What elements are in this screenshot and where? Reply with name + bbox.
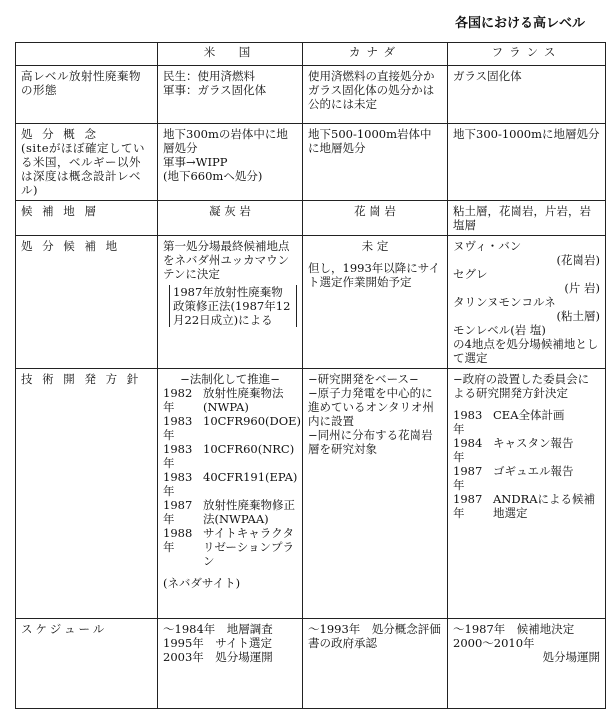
cell-canada-policy: [303, 369, 448, 619]
cell-france-concept: 地下300-1000mに地層処分: [448, 124, 606, 201]
cell-us-stratum: 凝 灰 岩: [158, 201, 303, 236]
policy-text: −研究開発をベース−: [308, 372, 419, 386]
cell-france-waste-form: ガラス固化体: [448, 66, 606, 124]
header-blank: [16, 43, 158, 66]
policy-year: 1983年: [163, 414, 193, 442]
us-policy-footer: (ネバダサイト): [163, 576, 241, 590]
policy-text: −同州に分布する花崗岩層を研究対象: [308, 428, 433, 456]
cell-canada-waste-form: 使用済燃料の直接処分かガラス固化体の処分かは公的には未定: [303, 66, 448, 124]
text-line: タリンヌモンコルネ: [453, 295, 556, 309]
concept-label-main: 処 分 概 念: [21, 127, 99, 141]
policy-year: 1983年: [453, 408, 483, 436]
row-schedule: [16, 619, 606, 709]
concept-label-note: (siteがほぼ確定している米国，ベルギー以外は深度は概念設計レベル): [21, 141, 145, 197]
row-stratum: [16, 201, 606, 236]
text-line: (地下660mへ処分): [163, 169, 263, 183]
cell-us-policy: [158, 369, 303, 619]
canada-site-note: 但し，1993年以降にサイト選定作業開始予定: [308, 261, 440, 289]
policy-text: ゴギュエル報告: [493, 464, 574, 478]
text-line: 2003年 処分場運開: [163, 650, 273, 664]
policy-year: 1983年: [163, 470, 193, 498]
row-waste-form: [16, 66, 606, 124]
row-label-stratum: 候 補 地 層: [16, 201, 158, 236]
text-line: 〜1987年 候補地決定: [453, 622, 575, 636]
cell-france-stratum: 粘土層，花崗岩，片岩，岩塩層: [448, 201, 606, 236]
policy-text: −原子力発電を中心的に進めているオンタリオ州内に設置: [308, 386, 434, 428]
policy-text: ANDRAによる候補地選定: [493, 492, 596, 520]
text-line: ヌヴィ・バン: [453, 239, 522, 253]
cell-canada-stratum: 花 崗 岩: [303, 201, 448, 236]
policy-year: 1987年: [453, 464, 483, 492]
policy-text: キャスタン報告: [493, 436, 574, 450]
cell-france-policy: [448, 369, 606, 619]
policy-text: 放射性廃棄物修正法(NWPAA): [203, 498, 295, 526]
row-policy: [16, 369, 606, 619]
row-site: [16, 236, 606, 369]
cell-us-schedule: [158, 619, 303, 709]
cell-canada-schedule: 〜1993年 処分概念評価書の政府承認: [303, 619, 448, 709]
policy-year: 1982年: [163, 386, 193, 414]
text-line: 地下300mの岩体中に地層処分: [163, 127, 288, 155]
text-line: 処分場運開: [542, 650, 600, 664]
cell-france-schedule: [448, 619, 606, 709]
policy-year: 1988年: [163, 526, 193, 554]
header-canada: カナダ: [303, 43, 448, 66]
row-label-schedule: スケジュール: [16, 619, 158, 709]
row-label-concept: [16, 124, 158, 201]
policy-year: 1987年: [163, 498, 193, 526]
comparison-table: [15, 42, 606, 709]
cell-us-concept: [158, 124, 303, 201]
policy-year: 1983年: [163, 442, 193, 470]
policy-text: CEA全体計画: [493, 408, 565, 422]
text-line: セグレ: [453, 267, 488, 281]
text-line: 1995年 サイト選定: [163, 636, 272, 650]
text-line: 軍事→WIPP: [163, 155, 228, 169]
text-line: の4地点を処分場候補地として選定: [453, 337, 599, 365]
header-row: [16, 43, 606, 66]
text-line: (花崗岩): [556, 253, 600, 267]
policy-text: 10CFR60(NRC): [203, 442, 295, 456]
text-line: (片 岩): [564, 281, 600, 295]
row-concept: [16, 124, 606, 201]
header-us: 米 国: [158, 43, 303, 66]
policy-text: 10CFR960(DOE): [203, 414, 302, 428]
row-label-policy: 技 術 開 発 方 針: [16, 369, 158, 619]
row-label-waste-form: 高レベル放射性廃棄物の形態: [16, 66, 158, 124]
row-label-site: 処 分 候 補 地: [16, 236, 158, 369]
policy-year: 1984年: [453, 436, 483, 464]
policy-text: 40CFR191(EPA): [203, 470, 298, 484]
france-policy-head: −政府の設置した委員会による研究開発方針決定: [453, 372, 590, 400]
text-line: 民生：使用済燃料: [163, 69, 255, 83]
text-line: モンレベル(岩 塩): [453, 323, 546, 337]
cell-canada-concept: 地下500-1000m岩体中に地層処分: [303, 124, 448, 201]
us-site-main: 第一処分場最終候補地点をネバダ州ユッカマウンテンに決定: [163, 239, 290, 281]
text-line: (粘土層): [556, 309, 600, 323]
page-title: 各国における高レベル: [455, 16, 586, 31]
canada-site-main: 未 定: [361, 239, 389, 253]
policy-text: サイトキャラクタリゼーションプラン: [203, 526, 294, 568]
policy-text: 放射性廃棄物法(NWPA): [203, 386, 284, 414]
us-site-bracket: 1987年放射性廃棄物政策修正法(1987年12月22日成立)による: [169, 285, 297, 327]
cell-us-waste-form: [158, 66, 303, 124]
header-france: フランス: [448, 43, 606, 66]
us-policy-head: −法制化して推進−: [180, 372, 280, 386]
cell-france-site: [448, 236, 606, 369]
cell-canada-site: [303, 236, 448, 369]
policy-year: 1987年: [453, 492, 483, 520]
text-line: 2000〜2010年: [453, 636, 535, 650]
text-line: 軍事：ガラス固化体: [163, 83, 267, 97]
cell-us-site: [158, 236, 303, 369]
text-line: 〜1984年 地層調査: [163, 622, 273, 636]
